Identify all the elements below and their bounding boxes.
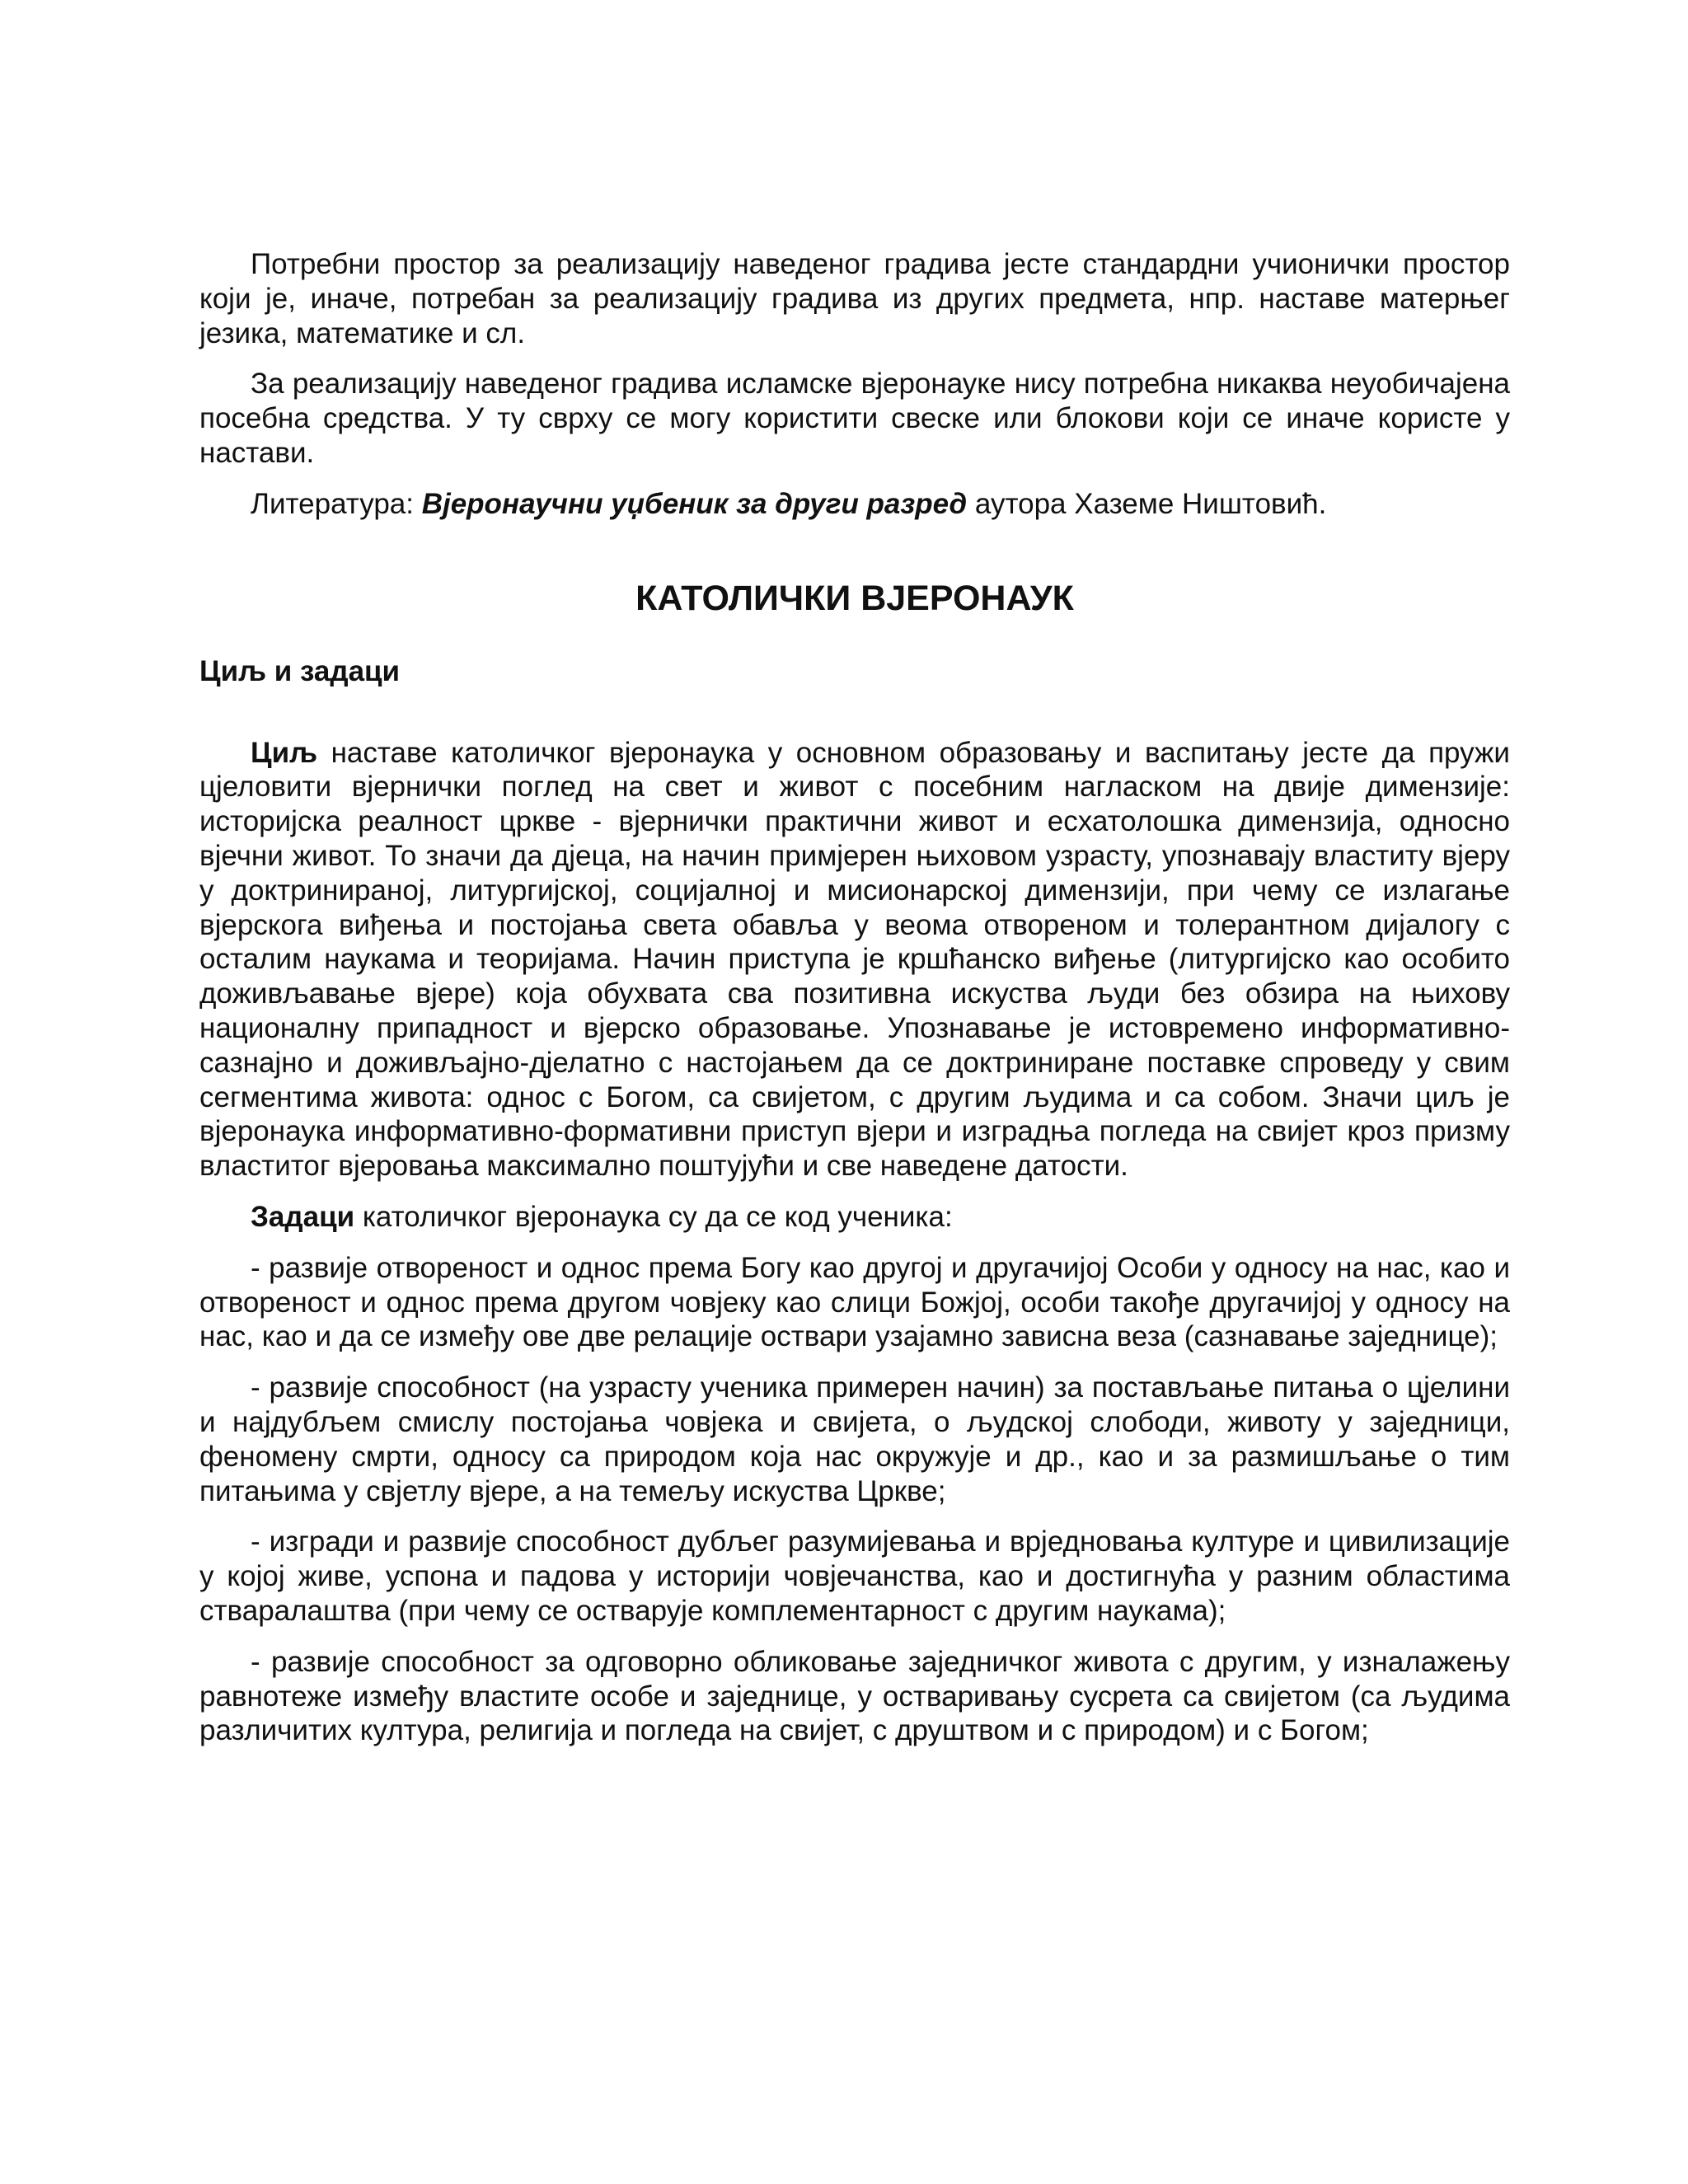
tasks-label: Задаци — [251, 1200, 355, 1233]
literature-author: аутора Хаземе Ништовић. — [974, 487, 1327, 520]
task-item: - развије способност (на узрасту ученика примерен начин) за постављање питања о цјелини и најдубљем смислу постојања човјека и свијета, о људској слободи, животу у заједници, феномену смрти, односу са природом која нас окружује и др., као и за размишљање о тим питањима у свјетлу вјере, а на темељу искуства Цркве; — [199, 1371, 1510, 1507]
section-subtitle: Циљ и задаци — [199, 654, 401, 687]
document-page — [199, 247, 1510, 1765]
tasks-intro-text: католичког вјеронаука су да се код ученика: — [362, 1200, 953, 1233]
intro-paragraph-resources: За реализацију наведеног градива исламске вјеронауке нису потребна никаква неуобичајена посебна средства. У ту сврху се могу користити свеске или блокови који се иначе користе у настави. — [199, 368, 1510, 469]
intro-paragraph-space: Потребни простор за реализацију наведеног градива јесте стандардни учионички простор који је, иначе, потребан за реализацију градива из других предмета, нпр. наставе матерњег језика, математике и сл. — [199, 248, 1510, 349]
task-item: - развије отвореност и однос према Богу као другој и другачијој Особи у односу на нас, као и отвореност и однос према другом човјеку као слици Божјој, особи такође другачијој у односу на нас, као и да се између ове две релације оствари узајамно зависна веза (сазнавање заједнице); — [199, 1251, 1510, 1353]
goal-paragraph — [199, 736, 1510, 1183]
task-item: - развије способност за одговорно обликовање заједничког живота с другим, у изналажењу равнотеже између властите особе и заједнице, у остваривању сусрета са свијетом (са људима различитих култура, религија и погледа на свијет, с друштвом и с природом) и с Богом; — [199, 1645, 1510, 1747]
section-title: КАТОЛИЧКИ ВЈЕРОНАУК — [635, 578, 1074, 618]
tasks-intro-paragraph — [199, 1200, 1510, 1235]
goal-text: наставе католичког вјеронаука у основном образовању и васпитању јесте да пружи цјеловити вјернички поглед на свет и живот с посебним нагласком на двије димензије: историјска реалност цркве - вјернички практични живот и есхатолошка димензија, односно вјечни живот. То значи да дјеца, на начин примјерен њиховом узрасту, упознавају властиту вјеру у доктринираној, литургијској, социјалној и мисионарској димензији, при чему се излагање вјерскога виђења и постојања света обавља у веома отвореном и толерантном дијалогу с осталим наукама и теоријама. Начин приступа је кршћанско виђење (литургијско као особито доживљавање вјере) која обухвата сва позитивна искуства људи без обзира на њихову националну припадност и вјерско образовање. Упознавање је истовремено информативно-сазнајно и доживљајно-дјелатно с настојањем да се доктриниране поставке спроведу у свим сегментима живота: однос с Богом, са свијетом, с другим људима и са собом. Значи циљ је вјеронаука информативно-формативни приступ вјери и изградња погледа на свијет кроз призму властитог вјеровања максимално поштујући и све наведене датости. — [199, 736, 1510, 1183]
literature-label: Литература: — [251, 487, 414, 520]
literature-line — [199, 487, 1510, 522]
literature-title: Вјеронаучни уџбеник за други разред — [421, 487, 968, 520]
task-item: - изгради и развије способност дубљег разумијевања и врједновања културе и цивилизације у којој живе, успона и падова у историји човјечанства, као и достигнућа у разним областима стваралаштва (при чему се остварује комплементарност с другим наукама); — [199, 1526, 1510, 1627]
goal-label: Циљ — [251, 736, 317, 769]
